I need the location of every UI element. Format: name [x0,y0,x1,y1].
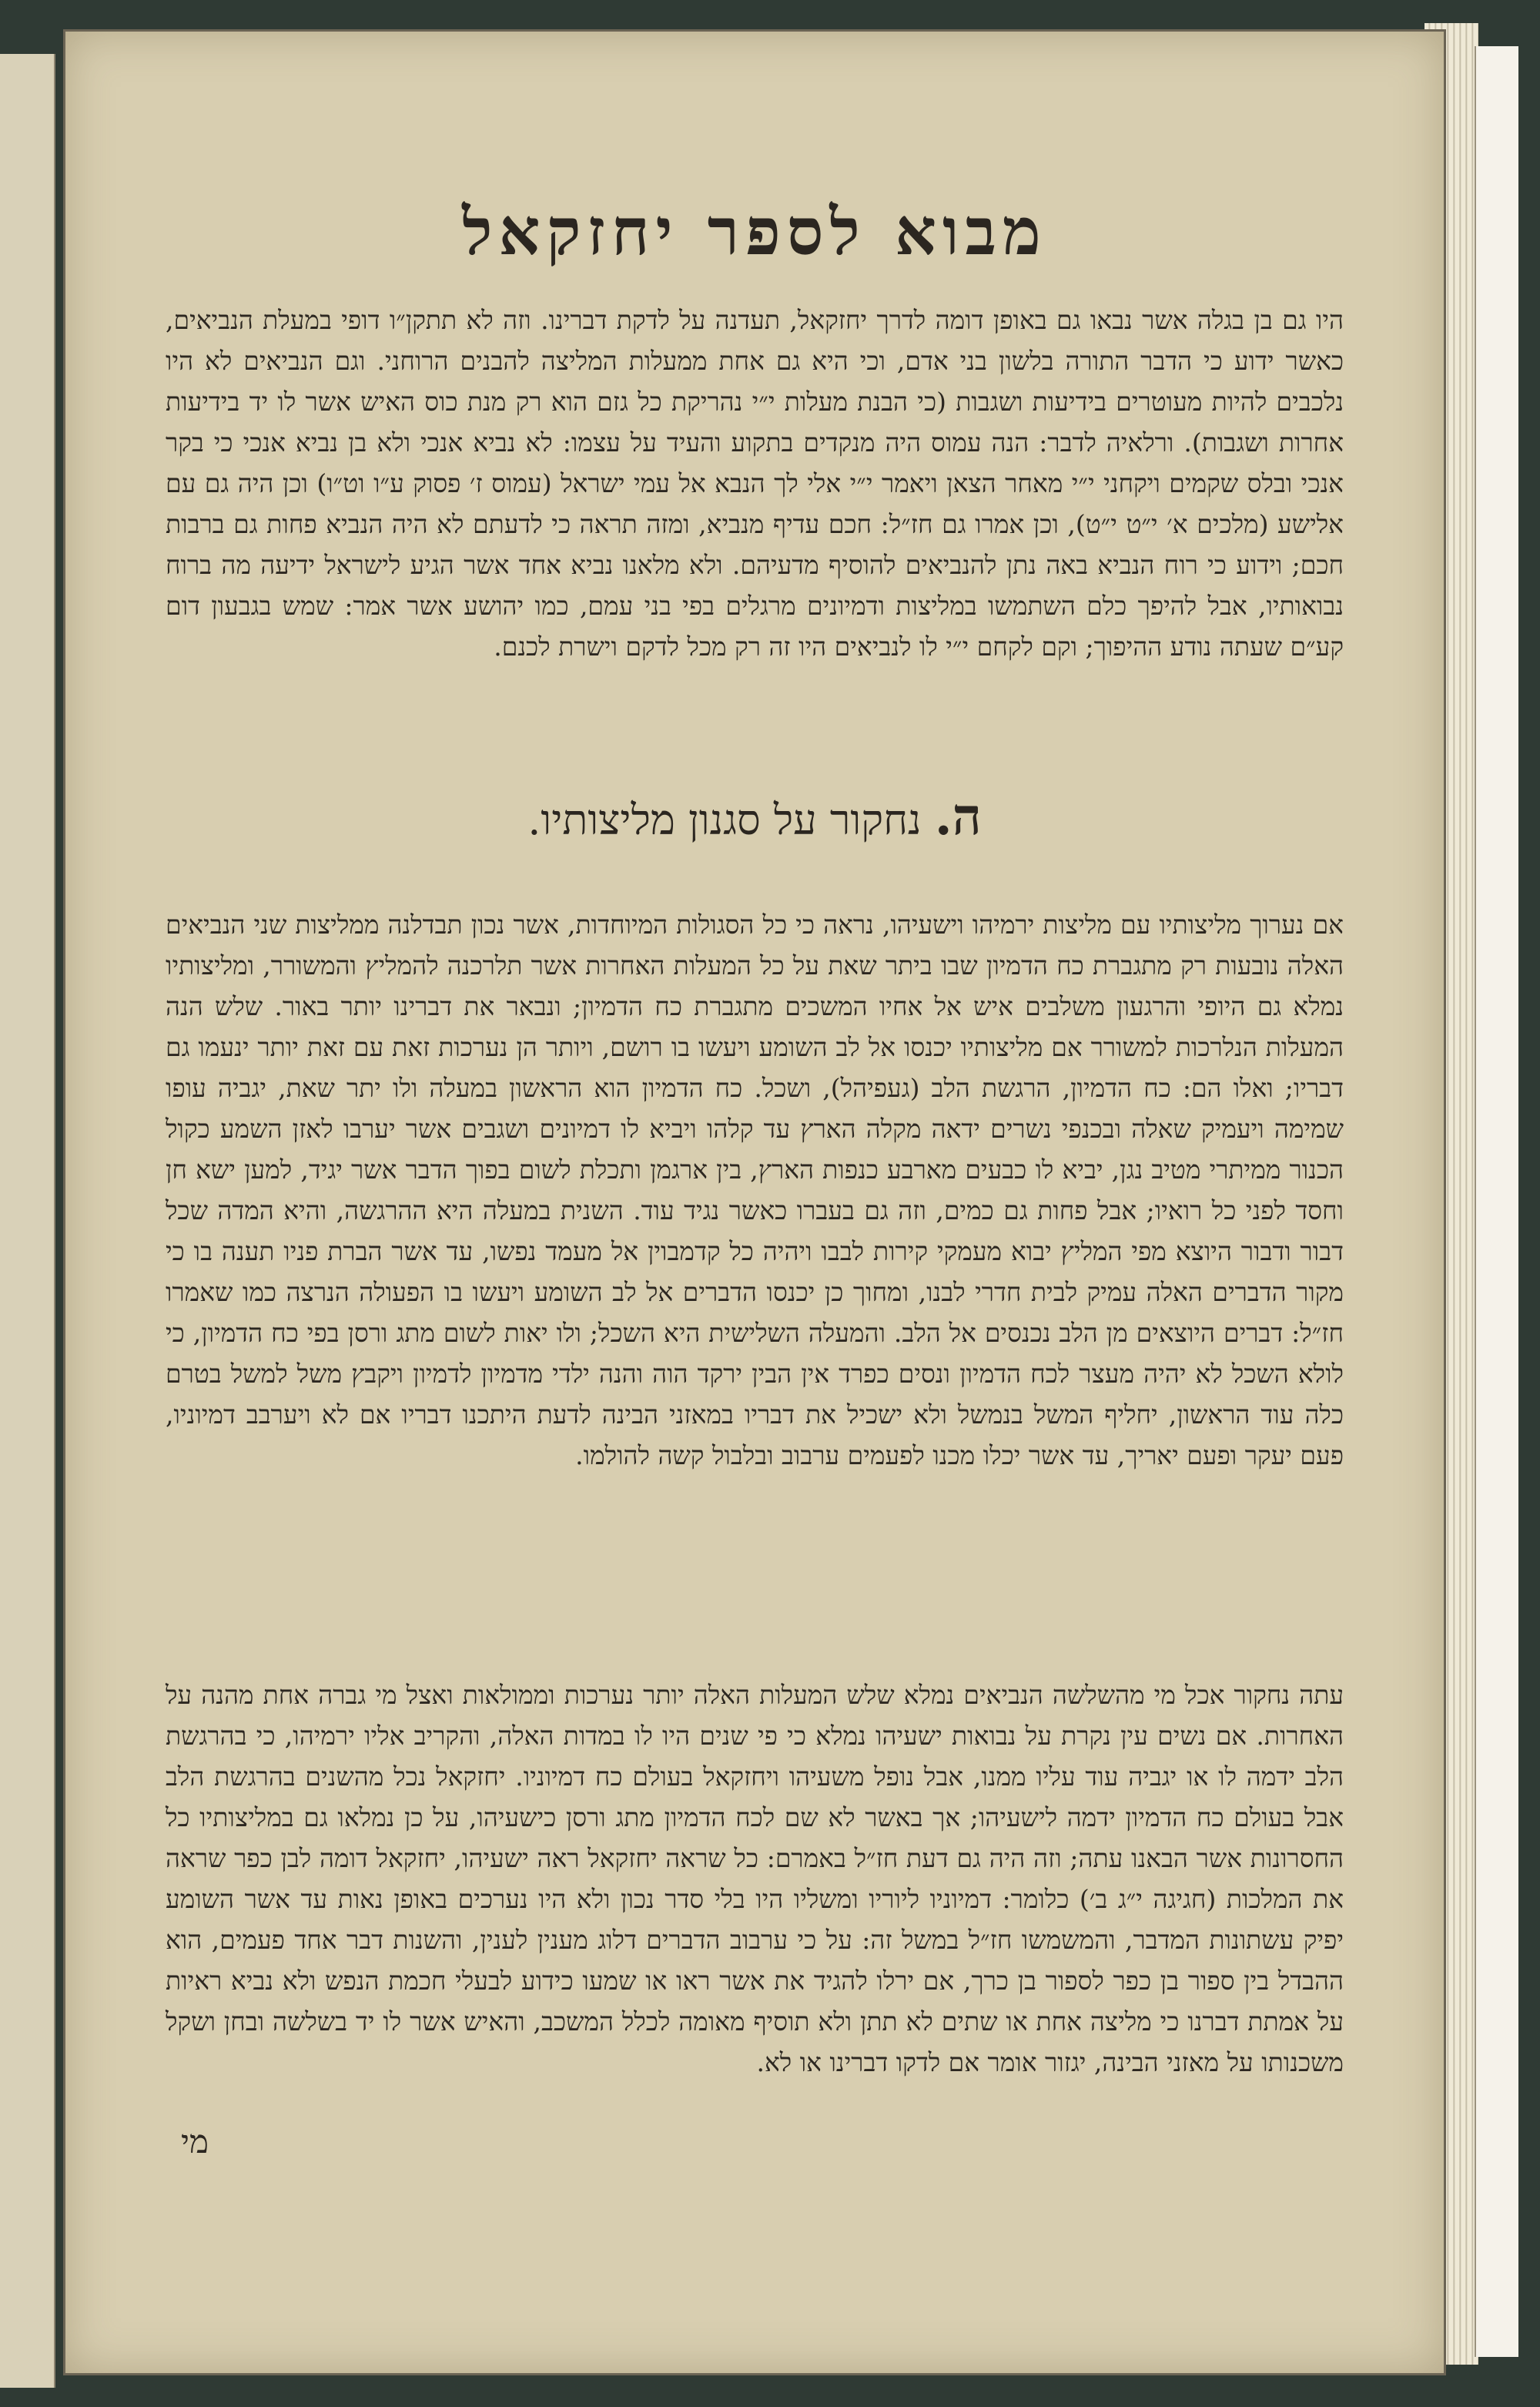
facing-page-edge [0,54,55,2388]
section-letter: ה. [934,786,982,846]
body-paragraph-2: עתה נחקור אכל מי מהשלשה הנביאים נמלא שלש המעלות האלה יותר נערכות וממולאות ואצל מי גברה אחת מהנה על האחרות. אם נשים עין נקרת על נבואות ישעיהו נמלא כי פי שנים היו לו במדות האלה, והקריב אליו ירמיהו, כי בהרגשת הלב ידמה לו או יגביה עוד עליו ממנו, אבל נופל משעיהו ויחזקאל בעולם כח דמיוניו. יחזקאל נכל מהשנים בהרגשת הלב אבל בעולם כח הדמיון ידמה לישעיהו; אך באשר לא שם לכח הדמיון מתג ורסן כישעיהו, על כן נמלאו גם במליצותיו כל החסרונות אשר הבאנו עתה; וזה היה גם דעת חז״ל באמרם: כל שראה יחזקאל ראה ישעיהו, יחזקאל דומה לבן כפר שראה את המלכות (חגיגה י״ג ב׳) כלומר: דמיוניו ליוריו ומשליו היו בלי סדר נכון ולא היו נערכים באופן נאות עד אשר השומע יפיק עשתונות המדבר, והמשמשו חז״ל במשל זה: על כי ערבוב הדברים דלוג מענין לענין, והשנות דבר אחד פעמים, הוא ההבדל בין ספור בן כפר לספור בן כרך, אם ירלו להגיד את אשר ראו או שמעו כידוע לבעלי חכמת הנפש ולא נביא ראיות על אמתת דברנו כי מליצה אחת או שתים לא תתן ולא תוסיף מאומה לכלל המשכב, והאיש אשר לו יד בשלשה ובחן ושקל משכנותו על מאזני הבינה, יגזור אומר אם לדקו דברינו או לא. [166,1680,1344,2077]
body-paragraph-1: אם נערוך מליצותיו עם מליצות ירמיהו וישעיהו, נראה כי כל הסגולות המיוחדות, אשר נכון תבדלנה ממליצות שני הנביאים האלה נובעות רק מתגברת כח הדמיון שבו ביתר שאת על כל המעלות האחרות אשר תלרכנה להמליץ והמשורר, ומליצותיו נמלא גם היופי והרגעון משלבים איש אל אחיו המשכים מתגברת כח הדמיון; ונבאר את דברינו יותר באור. שלש הנה המעלות הנלרכות למשורר אם מליצותיו יכנסו אל לב השומע ויעשו בו רושם, ויותר הן נערכות זאת עם זאת יותר ינעמו גם דבריו; ואלו הם: כח הדמיון, הרגשת הלב (געפיהל), ושכל. כח הדמיון הוא הראשון במעלה ולו יתר שאת, יגביה עופו שמימה ויעמיק שאלה ובכנפי נשרים ידאה מקלה הארץ עד קלהו ויביא לו דמיונים ושגבים אשר יערבו לאזן השמע כקול הכנור ממיתרי מטיב נגן, יביא לו כבעים מארבע כנפות הארץ, בין ארגמן ותכלת לשום בפוך הדבר אשר יגיד, למען ישא חן וחסד לפני כל רואיו; אבל פחות גם כמים, וזה גם בעברו כאשר נגיד עוד. השנית במעלה היא ההרגשה, והיא המדה שכל דבור ודבור היוצא מפי המליץ יבוא מעמקי קירות לבבו ויהיה כל קדמבוין אל מעמד נפשו, עד אשר הברת פניו תענה בו כי מקור הדברים האלה עמיק לבית חדרי לבנו, ומחוך כן יכנסו הדברים אל לב השומע ויעשו בו הפעולה הנרצה כמו שאמרו חז״ל: דברים היוצאים מן הלב נכנסים אל הלב. והמעלה השלישית היא השכל; ולו יאות לשום מתג ורסן בפי כח הדמיון, כי לולא השכל לא יהיה מעצר לכח הדמיון ונסים כפרד אין הבין ירקד הוה והנה ילדי מדמיון לדמיון ויקבץ משל למשל בטרם כלה עוד הראשון, יחליף המשל בנמשל ולא ישכיל את דבריו במאזני הבינה לדעת היתכנו דבריו אם לא ויערבב דמיוניו, פעם יעקר ופעם יאריך, עד אשר יכלו מכנו לפעמים ערבוב ובלבול קשה להולמו. [166,910,1344,1470]
page-title: מבוא לספר יחזקאל [462,193,1047,270]
section-heading [65,786,1444,847]
intro-paragraph: היו גם בן בגלה אשר נבאו גם באופן דומה לדרך יחזקאל, תעדנה על לדקת דברינו. וזה לא תתקן״ו דופי במעלת הנביאים, כאשר ידוע כי הדבר התורה בלשון בני אדם, וכי היא גם אחת ממעלות המליצה להבנים הרוחני. וגם הנביאים לא היו נלכבים להיות מעוטרים בידיעות ושגבות (כי הבנת מעלות י״י נהריקת כל גזם הוא רק מנת כוס האיש אשר לו יד בידיעות אחרות ושגבות). ורלאיה לדבר: הנה עמוס היה מנקדים בתקוע והעיד על עצמו: לא נביא אנכי ולא בן נביא אנכי כי בקר אנכי ובלס שקמים ויקחני י״י מאחר הצאן ויאמר י״י אלי לך הנבא אל עמי ישראל (עמוס ז׳ פסוק ע״ו וט״ו) וכן היה גם עם אלישע (מלכים א׳ י״ט י״ט), וכן אמרו גם חז״ל: חכם עדיף מנביא, ומזה תראה כי לדעתם לא היה הנביא פחות גם ברבות חכם; וידוע כי רוח הנביא באה נתן להנביאים להוסיף מדעיהם. ולא מלאנו נביא אחד אשר הגיע לישראל ידיעה מה ברוח נבואותיו, אבל להיפך כלם השתמשו במליצות ודמיונים מרגלים בפי בני עמם, כמו יהושע אשר אמר: שמש בגבעון דום קע״ם שעתה נודע ההיפוך; וקם לקחם י״י לו לנביאים היו זה רק מכל לדקם וישרת לכנם. [166,305,1344,662]
book-fore-edge [1475,46,1518,2357]
catchword: מי [181,2123,209,2161]
book-page [63,29,1446,2375]
section-title: נחקור על סגנון מליצותיו. [527,796,922,844]
